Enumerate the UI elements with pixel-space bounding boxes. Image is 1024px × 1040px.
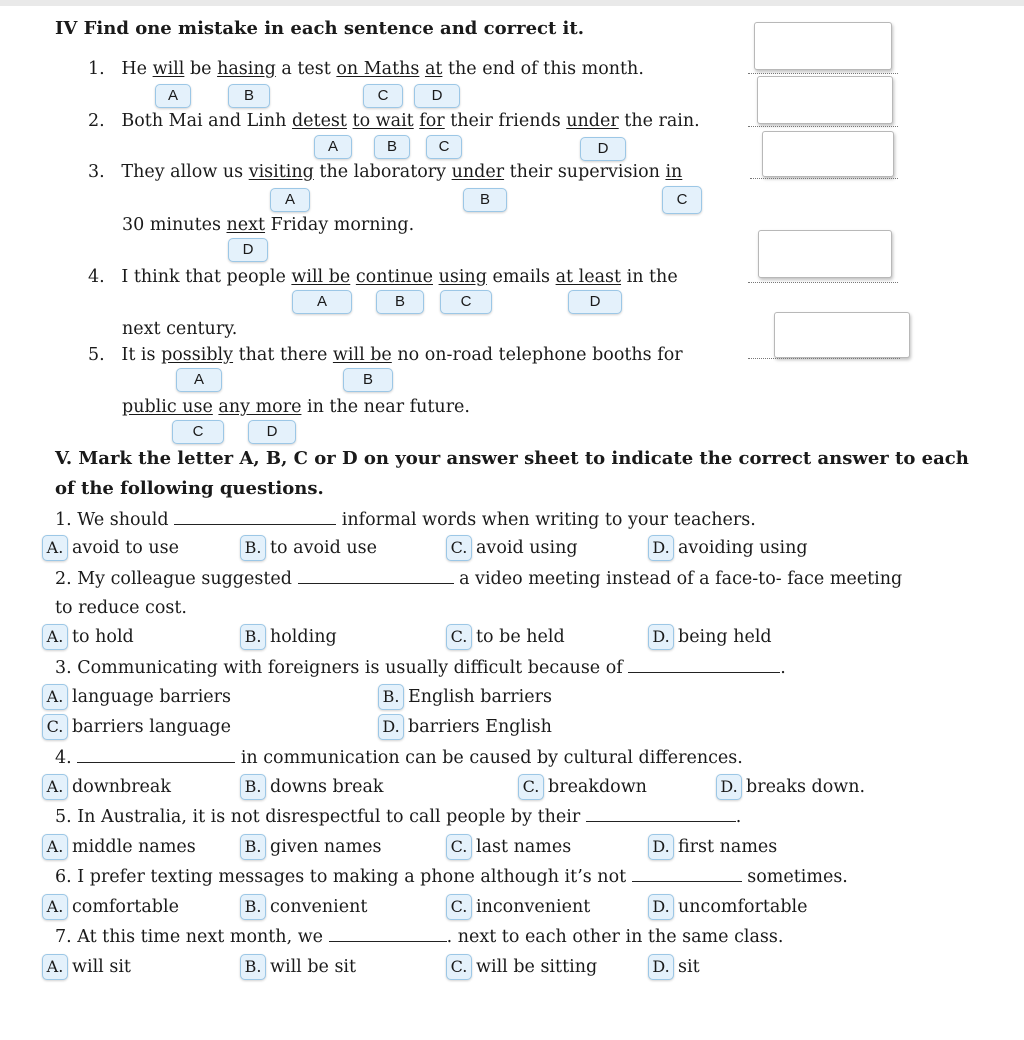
option-letter: A. <box>42 954 68 980</box>
option-b[interactable] <box>240 954 356 980</box>
text: the end of this month. <box>442 59 644 79</box>
tag-a: A <box>270 188 310 212</box>
option-a[interactable] <box>42 624 134 650</box>
option-letter: C. <box>446 894 472 920</box>
option-letter: C. <box>446 535 472 561</box>
answer-line-1[interactable] <box>748 73 898 74</box>
underlined-word-b: to wait <box>352 111 414 131</box>
option-d[interactable] <box>378 714 552 740</box>
item-4-sentence-line2 <box>122 318 237 340</box>
option-c[interactable] <box>446 624 565 650</box>
item-number: 1. <box>88 59 105 79</box>
answer-blank[interactable] <box>77 746 235 763</box>
tag-c: C <box>662 186 702 214</box>
option-letter: D. <box>648 894 674 920</box>
tag-d: D <box>248 420 296 444</box>
underlined-word-a: visiting <box>248 162 314 182</box>
answer-blank[interactable] <box>174 508 336 525</box>
tag-a: A <box>292 290 352 314</box>
question-6 <box>55 865 848 888</box>
option-text: last names <box>476 837 572 857</box>
text: Both Mai and Linh <box>121 111 292 131</box>
underlined-word-c: public use <box>122 397 213 417</box>
text: the laboratory <box>313 162 452 182</box>
text: 30 minutes <box>122 215 227 235</box>
text: next century. <box>122 319 238 339</box>
option-letter: B. <box>240 834 266 860</box>
option-b[interactable] <box>378 684 552 710</box>
tag-b: B <box>228 84 270 108</box>
answer-box-2[interactable] <box>757 76 893 124</box>
option-d[interactable] <box>648 624 772 650</box>
tag-a: A <box>176 368 222 392</box>
option-letter: A. <box>42 774 68 800</box>
question-text: 7. At this time next month, we <box>55 927 329 947</box>
underlined-word-a: will be <box>291 267 351 287</box>
section-iv-title: IV Find one mistake in each sentence and correct it. <box>55 18 584 39</box>
tag-a: A <box>155 84 191 108</box>
option-text: to avoid use <box>270 538 377 558</box>
text: Friday morning. <box>265 215 415 235</box>
option-letter: A. <box>42 684 68 710</box>
option-b[interactable] <box>240 624 337 650</box>
option-letter: D. <box>648 535 674 561</box>
question-text: . <box>780 658 786 678</box>
option-b[interactable] <box>240 535 377 561</box>
underlined-word-c: on Maths <box>336 59 420 79</box>
option-text: convenient <box>270 897 368 917</box>
option-a[interactable] <box>42 954 131 980</box>
option-d[interactable] <box>648 535 808 561</box>
option-a[interactable] <box>42 894 179 920</box>
option-text: English barriers <box>408 687 552 707</box>
option-c[interactable] <box>446 894 590 920</box>
option-d[interactable] <box>716 774 865 800</box>
question-5 <box>55 805 741 828</box>
option-letter: B. <box>378 684 404 710</box>
text: They allow us <box>121 162 249 182</box>
text: no on-road telephone booths for <box>391 345 683 365</box>
text: in the <box>621 267 678 287</box>
underlined-word-b: under <box>451 162 505 182</box>
option-text: breaks down. <box>746 777 866 797</box>
underlined-word-d: next <box>226 215 266 235</box>
option-text: to hold <box>72 627 134 647</box>
option-a[interactable] <box>42 684 231 710</box>
tag-b: B <box>376 290 424 314</box>
text: be <box>184 59 218 79</box>
underlined-word-d: at least <box>555 267 622 287</box>
item-number: 4. <box>88 267 105 287</box>
tag-c: C <box>440 290 492 314</box>
tag-c: C <box>363 84 403 108</box>
text: He <box>121 59 153 79</box>
option-c[interactable] <box>42 714 231 740</box>
option-text: comfortable <box>72 897 179 917</box>
underlined-word-d: under <box>566 111 619 131</box>
tag-b: B <box>343 368 393 392</box>
option-text: being held <box>678 627 772 647</box>
item-3-sentence-line2 <box>122 214 414 236</box>
underlined-word-a: detest <box>291 111 347 131</box>
tag-d: D <box>228 238 268 262</box>
option-letter: A. <box>42 535 68 561</box>
option-d[interactable] <box>648 834 777 860</box>
underlined-word-c: in <box>665 162 683 182</box>
text: their supervision <box>504 162 666 182</box>
text: that there <box>233 345 333 365</box>
text: their friends <box>444 111 567 131</box>
option-letter: D. <box>648 834 674 860</box>
underlined-word-b: will be <box>332 345 392 365</box>
option-text: barriers English <box>408 717 552 737</box>
question-text: 5. In Australia, it is not disrespectful to call people by their <box>55 807 586 827</box>
underlined-word-c: for <box>419 111 445 131</box>
underlined-word-c: using <box>438 267 487 287</box>
question-text: 3. Communicating with foreigners is usually difficult because of <box>55 658 629 678</box>
option-letter: B. <box>240 624 266 650</box>
answer-blank[interactable] <box>298 567 454 584</box>
question-text: . next to each other in the same class. <box>446 927 784 947</box>
option-a[interactable] <box>42 535 179 561</box>
option-text: holding <box>270 627 337 647</box>
option-letter: D. <box>648 624 674 650</box>
answer-box-5[interactable] <box>774 312 910 358</box>
question-text: informal words when writing to your teachers. <box>336 510 756 530</box>
option-letter: C. <box>446 954 472 980</box>
section-v-title-line2: of the following questions. <box>55 478 324 499</box>
question-3 <box>55 656 786 679</box>
item-3-sentence <box>88 161 682 183</box>
option-d[interactable] <box>648 894 807 920</box>
text: the rain. <box>618 111 700 131</box>
option-text: uncomfortable <box>678 897 808 917</box>
question-text: a video meeting instead of a face-to- face meeting <box>453 569 903 589</box>
option-text: inconvenient <box>476 897 591 917</box>
option-b[interactable] <box>240 774 384 800</box>
option-letter: C. <box>446 834 472 860</box>
option-text: downs break <box>270 777 384 797</box>
option-letter: B. <box>240 535 266 561</box>
option-letter: B. <box>240 774 266 800</box>
answer-blank[interactable] <box>632 865 742 882</box>
section-v-title-line1: V. Mark the letter A, B, C or D on your answer sheet to indicate the correct answer to each <box>55 448 969 469</box>
text: in the near future. <box>301 397 470 417</box>
question-text: 6. I prefer texting messages to making a phone although it’s not <box>55 867 632 887</box>
option-text: avoid using <box>476 538 578 558</box>
answer-blank[interactable] <box>586 805 736 822</box>
option-letter: B. <box>240 954 266 980</box>
item-1-sentence <box>88 58 644 80</box>
answer-line-5[interactable] <box>748 358 900 359</box>
option-a[interactable] <box>42 834 196 860</box>
tag-a: A <box>314 135 352 159</box>
option-text: first names <box>678 837 778 857</box>
item-number: 5. <box>88 345 105 365</box>
answer-line-3[interactable] <box>750 178 898 179</box>
option-b[interactable] <box>240 894 367 920</box>
option-text: language barriers <box>72 687 231 707</box>
question-text: 4. <box>55 748 78 768</box>
answer-line-2[interactable] <box>748 126 898 127</box>
underlined-word-a: possibly <box>161 345 234 365</box>
option-c[interactable] <box>446 834 571 860</box>
answer-box-4[interactable] <box>758 230 892 278</box>
option-text: will be sit <box>270 957 357 977</box>
question-4 <box>55 746 743 769</box>
tag-d: D <box>580 137 626 161</box>
underlined-word-a: will <box>152 59 185 79</box>
question-2-line2: to reduce cost. <box>55 598 187 618</box>
item-4-sentence <box>88 266 678 288</box>
question-text: . <box>735 807 742 827</box>
item-number: 2. <box>88 111 105 131</box>
question-text: in communication can be caused by cultural differences. <box>235 748 743 768</box>
option-text: to be held <box>476 627 565 647</box>
text: I think that people <box>121 267 292 287</box>
question-1 <box>55 508 756 531</box>
option-text: will be sitting <box>476 957 598 977</box>
tag-b: B <box>374 135 410 159</box>
underlined-word-b: continue <box>355 267 433 287</box>
text: emails <box>486 267 556 287</box>
underlined-word-b: hasing <box>217 59 276 79</box>
item-5-sentence <box>88 344 683 366</box>
option-text: downbreak <box>72 777 171 797</box>
item-5-sentence-line2 <box>122 396 470 418</box>
underlined-word-d: at <box>424 59 443 79</box>
option-letter: C. <box>446 624 472 650</box>
option-letter: D. <box>716 774 742 800</box>
tag-d: D <box>568 290 622 314</box>
text: It is <box>121 345 162 365</box>
option-letter: D. <box>648 954 674 980</box>
question-text: sometimes. <box>741 867 848 887</box>
question-7 <box>55 925 783 948</box>
option-c[interactable] <box>518 774 647 800</box>
option-text: middle names <box>72 837 196 857</box>
answer-box-1[interactable] <box>754 22 892 70</box>
answer-blank[interactable] <box>628 656 780 673</box>
option-text: will sit <box>72 957 131 977</box>
option-letter: B. <box>240 894 266 920</box>
question-text: 1. We should <box>55 510 175 530</box>
cropped-top-edge <box>0 0 1024 6</box>
underlined-word-d: any more <box>218 397 302 417</box>
option-letter: A. <box>42 834 68 860</box>
option-text: breakdown <box>548 777 647 797</box>
option-c[interactable] <box>446 954 597 980</box>
text: a test <box>275 59 337 79</box>
option-text: barriers language <box>72 717 231 737</box>
option-letter: C. <box>518 774 544 800</box>
tag-d: D <box>414 84 460 108</box>
question-text: 2. My colleague suggested <box>55 569 298 589</box>
option-c[interactable] <box>446 535 578 561</box>
item-number: 3. <box>88 162 105 182</box>
option-b[interactable] <box>240 834 382 860</box>
question-2 <box>55 567 902 590</box>
option-letter: C. <box>42 714 68 740</box>
answer-blank[interactable] <box>329 925 447 942</box>
option-text: sit <box>678 957 700 977</box>
tag-b: B <box>463 188 507 212</box>
item-2-sentence <box>88 110 700 132</box>
option-text: avoid to use <box>72 538 179 558</box>
option-d[interactable] <box>648 954 700 980</box>
answer-box-3[interactable] <box>762 131 894 177</box>
option-a[interactable] <box>42 774 171 800</box>
tag-c: C <box>426 135 462 159</box>
option-letter: D. <box>378 714 404 740</box>
option-text: avoiding using <box>678 538 808 558</box>
option-text: given names <box>270 837 382 857</box>
option-letter: A. <box>42 894 68 920</box>
tag-c: C <box>172 420 224 444</box>
answer-line-4[interactable] <box>748 282 898 283</box>
option-letter: A. <box>42 624 68 650</box>
